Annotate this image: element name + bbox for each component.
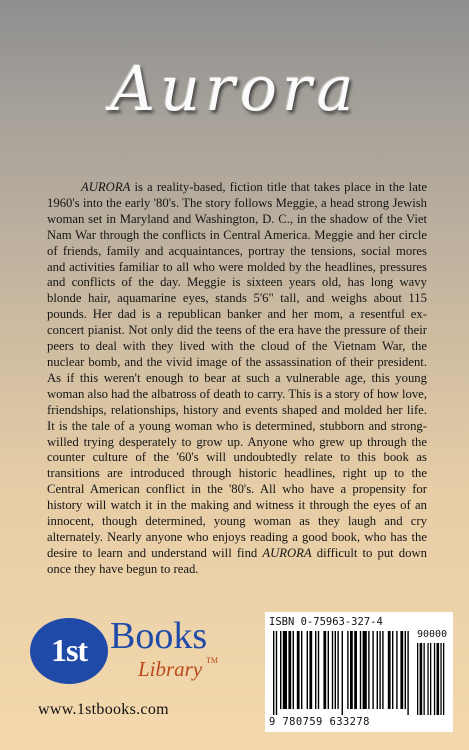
- barcode-bar: [379, 631, 380, 709]
- barcode-addon-bar: [434, 643, 435, 715]
- barcode-bar: [318, 631, 319, 709]
- barcode-bar: [396, 631, 397, 709]
- barcode-addon-bar: [437, 643, 440, 715]
- title-italic: AURORA: [81, 180, 131, 194]
- price-code: 90000: [417, 629, 448, 640]
- barcode-bar: [337, 631, 338, 709]
- barcode-bar: [372, 631, 373, 709]
- barcode-bar: [347, 631, 348, 709]
- back-cover-blurb: [47, 180, 427, 590]
- barcode-bar: [297, 631, 300, 709]
- barcode-bar: [377, 631, 378, 709]
- publisher-logo: [30, 612, 230, 702]
- barcode-addon-bar: [430, 643, 431, 715]
- barcode-bar: [407, 631, 408, 715]
- barcode-bar: [307, 631, 308, 709]
- barcode-bar: [293, 631, 294, 709]
- barcode-bar: [283, 631, 287, 709]
- logo-books-text: Books: [110, 615, 208, 657]
- logo-trademark: TM: [206, 656, 218, 665]
- barcode-bar: [328, 631, 329, 709]
- logo-library-text: Library: [138, 657, 203, 681]
- barcode-addon-bar: [420, 643, 423, 715]
- barcode-bar: [332, 631, 333, 709]
- barcode-bar: [335, 631, 336, 709]
- barcode-bar: [323, 631, 326, 709]
- blurb-text: is a reality-based, fiction title that takes place in the late 1960's into the early '80's. The story follows Meggie, a head strong Jewish woman set in Maryland and Washington, D. C., in the shadow of the Viet Nam War through the conflicts in Central America. Meggie and her circle of friends, family and acquaintances, portray the tensions, social mores and activities familiar to all who were molded by the headlines, pressures and conflicts of the day. Meggie is sixteen years old, has long wavy blonde hair, aquamarine eyes, stands 5'6" tall, and weighs about 115 pounds. Her dad is a republican banker and her mom, a resentful ex-concert pianist. Not only did the teens of the era have the pressure of their peers to deal with they lived with the cloud of the Vietnam War, the nuclear bomb, and the vivid image of the assassination of their president. As if this weren't enough to bear at such a vulnerable age, this young woman also had the albatross of death to carry. This is a story of how love, friendships, relationships, history and events shaped and molded her life. It is the tale of a young woman who is determined, stubborn and strong-willed trying desperately to grow up. Anyone who grew up through the counter culture of the '60's will undoubtedly relate to this book as transitions are introduced through historic headlines, right up to the Central American conflict in the '80's. All who have a propensity for history will watch it in the making and witness it through the eyes of an innocent, though determined, young woman as they laugh and cry alternately. Nearly anyone who enjoys reading a good book, who has the desire to learn and understand will find: [47, 180, 427, 560]
- barcode-bar: [354, 631, 357, 709]
- barcode-addon-bar: [443, 643, 444, 715]
- barcode-bar: [388, 631, 391, 709]
- barcode-bar: [382, 631, 383, 709]
- barcode-bar: [280, 631, 281, 709]
- barcode-bar: [363, 631, 367, 709]
- barcode-addon-bar: [424, 643, 425, 715]
- barcode-bar: [360, 631, 361, 709]
- barcode-addon-bar: [440, 643, 441, 715]
- barcode-addon-bar: [427, 643, 428, 715]
- title-italic-2: AURORA: [262, 545, 312, 560]
- barcode-bar: [276, 631, 277, 715]
- barcode-bar: [405, 631, 406, 709]
- barcode-bar: [342, 631, 343, 715]
- book-title: Aurora: [110, 52, 359, 125]
- blurb-paragraph: [47, 180, 427, 578]
- barcode-bar: [315, 631, 316, 709]
- barcode-bar: [309, 631, 312, 709]
- barcode-bar: [400, 631, 403, 709]
- isbn-number: ISBN 0-75963-327-4: [269, 616, 383, 628]
- barcode-bar: [301, 631, 302, 709]
- publisher-website: www.1stbooks.com: [38, 701, 169, 718]
- barcode-bar: [288, 631, 291, 709]
- barcode-bar: [273, 631, 274, 715]
- blurb-text-end: difficult to put down once they have begun to read.: [47, 545, 427, 576]
- barcode-digits: 9 780759 633278: [269, 716, 370, 728]
- logo-number-badge: 1st: [30, 618, 108, 684]
- barcode-bar: [368, 631, 369, 709]
- barcode-bar: [350, 631, 353, 709]
- barcode-addon-bar: [417, 643, 418, 715]
- isbn-barcode: [265, 612, 453, 732]
- barcode-bars: [271, 631, 447, 715]
- barcode-bar: [392, 631, 393, 709]
